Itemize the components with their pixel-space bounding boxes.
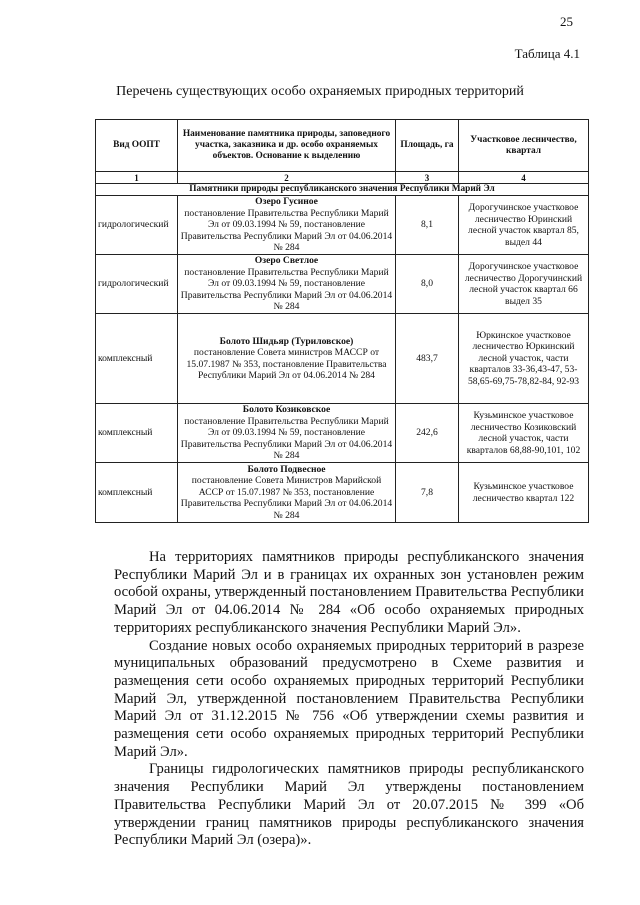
cell-forestry: Кузьминское участковое лесничество квартал 122 [459, 463, 589, 523]
column-number: 2 [178, 172, 396, 184]
object-basis: постановление Правительства Республики Марий Эл от 09.03.1994 № 59, постановление Правительства Республики Марий Эл от 04.06.2014 № 284 [180, 266, 393, 313]
object-basis: постановление Совета Министров Марийской АССР от 15.07.1987 № 353, постановление Правительства Республики Марий Эл от 04.06.2014 № 284 [180, 475, 393, 521]
cell-area: 8,1 [396, 196, 459, 255]
cell-area: 242,6 [396, 404, 459, 463]
object-name: Болото Подвесное [247, 463, 326, 475]
column-number: 3 [396, 172, 459, 184]
cell-type: гидрологический [96, 196, 178, 255]
protected-areas-table [95, 119, 589, 523]
cell-forestry: Кузьминское участковое лесничество Козиковский лесной участок, части кварталов 68,88-90,101, 102 [459, 404, 589, 463]
object-name: Озеро Гусиное [255, 196, 318, 208]
cell-type: комплексный [96, 404, 178, 463]
object-name: Болото Козиковское [242, 404, 331, 416]
paragraph: Границы гидрологических памятников природы республиканского значения Республики Марий Эл утверждены постановлением Правительства Республики Марий Эл от 20.07.2015 № 399 «Об утверждении границ памятников природы республиканского значения Республики Марий Эл (озера)». [114, 761, 584, 849]
cell-object [178, 255, 396, 314]
paragraph: На территориях памятников природы республиканского значения Республики Марий Эл и в границах их охранных зон установлен режим особой охраны, утвержденный постановлением Правительства Республики Марий Эл от 04.06.2014 № 284 «Об особо охраняемых природных территориях республиканского значения Республики Марий Эл». [114, 549, 584, 636]
cell-type: комплексный [96, 314, 178, 404]
table-header-row [96, 120, 589, 172]
table-row [96, 404, 589, 463]
header-forestry: Участковое лесничество, квартал [459, 120, 589, 172]
table-row [96, 255, 589, 314]
section-row [96, 184, 589, 196]
section-title: Памятники природы республиканского значения Республики Марий Эл [96, 184, 589, 196]
table-label: Таблица 4.1 [514, 46, 580, 61]
cell-type: комплексный [96, 463, 178, 523]
cell-area: 8,0 [396, 255, 459, 314]
table-row [96, 196, 589, 255]
table-row [96, 463, 589, 523]
object-basis: постановление Совета министров МАССР от 15.07.1987 № 353, постановление Правительства Республики Марий Эл от 04.06.2014 № 284 [186, 347, 387, 381]
object-basis: постановление Правительства Республики Марий Эл от 09.03.1994 № 59, постановление Правительства Республики Марий Эл от 04.06.2014 № 284 [180, 207, 393, 254]
table-row [96, 314, 589, 404]
body-text [114, 549, 584, 850]
cell-area: 483,7 [396, 314, 459, 404]
column-number: 4 [459, 172, 589, 184]
object-name: Озеро Светлое [254, 255, 319, 267]
cell-object [178, 404, 396, 463]
cell-forestry: Дорогучинское участковое лесничество Дорогучинский лесной участок квартал 66 выдел 35 [459, 255, 589, 314]
page-number: 25 [560, 14, 573, 29]
header-name: Наименование памятника природы, заповедного участка, заказника и др. особо охраняемых объектов. Основание к выделению [178, 120, 396, 172]
cell-forestry: Дорогучинское участковое лесничество Юринский лесной участок квартал 85, выдел 44 [459, 196, 589, 255]
cell-object [178, 314, 396, 404]
paragraph: Создание новых особо охраняемых природных территорий в разрезе муниципальных образований предусмотрено в Схеме развития и размещения сети особо охраняемых природных территорий Республики Марий Эл, утвержденной постановлением Правительства Республики Марий Эл от 31.12.2015 № 756 «Об утверждении схемы развития и размещения сети особо охраняемых природных территорий Республики Марий Эл». [114, 637, 584, 760]
column-number-row [96, 172, 589, 184]
cell-forestry: Юркинское участковое лесничество Юркинский лесной участок, части кварталов 33-36,43-47, 53-58,65-69,75-78,82-84, 92-93 [459, 314, 589, 404]
cell-type: гидрологический [96, 255, 178, 314]
header-type: Вид ООПТ [96, 120, 178, 172]
cell-object [178, 463, 396, 523]
cell-object [178, 196, 396, 255]
column-number: 1 [96, 172, 178, 184]
cell-area: 7,8 [396, 463, 459, 523]
table-title: Перечень существующих особо охраняемых природных территорий [116, 84, 524, 99]
header-area: Площадь, га [396, 120, 459, 172]
object-name: Болото Шидьяр (Туриловское) [219, 335, 354, 347]
object-basis: постановление Правительства Республики Марий Эл от 09.03.1994 № 59, постановление Правительства Республики Марий Эл от 04.06.2014 № 284 [180, 415, 393, 462]
